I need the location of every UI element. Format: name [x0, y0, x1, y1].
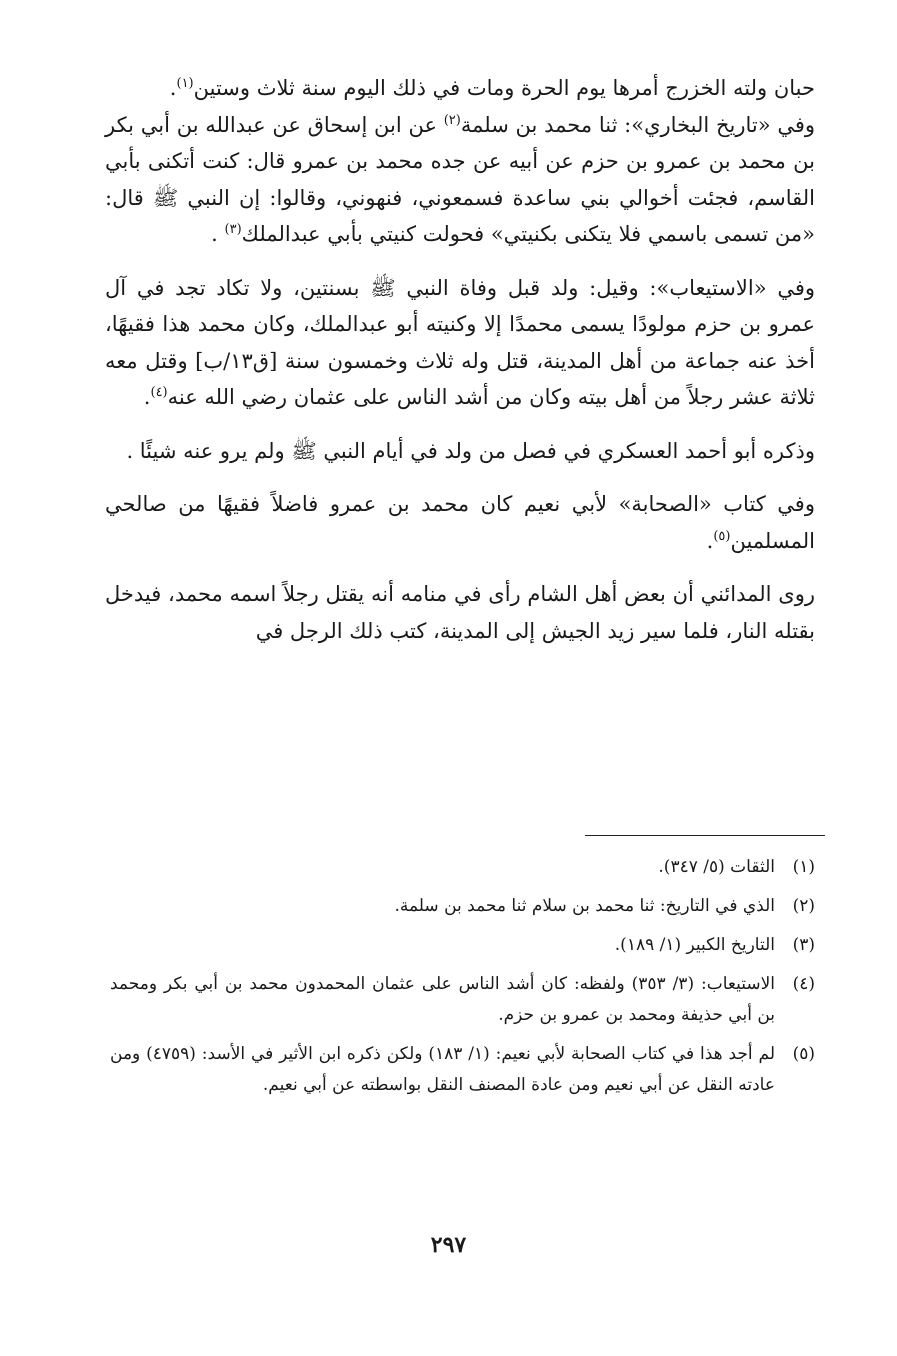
paragraph-2: [105, 270, 815, 416]
paragraph-text: .: [706, 528, 714, 553]
footnote-5: [110, 1039, 815, 1101]
footnote-ref-2: (٢): [443, 112, 461, 128]
footnote-ref-3: (٣): [224, 222, 242, 237]
footnote-number: (٢): [792, 896, 815, 916]
footnote-divider: [585, 835, 825, 836]
footnote-number: (٣): [792, 935, 815, 955]
paragraph-1: [105, 70, 815, 253]
footnote-1: [110, 852, 815, 883]
paragraph-5: [105, 576, 815, 649]
footnote-3: [110, 930, 815, 961]
footnote-ref-5: (٥): [713, 528, 731, 544]
footnote-number: (١): [792, 857, 815, 877]
paragraph-3: [105, 433, 815, 470]
footnote-ref-1: (١): [176, 76, 194, 91]
footnote-number: (٥): [792, 1044, 815, 1064]
footnote-text: التاريخ الكبير (١/ ١٨٩).: [614, 935, 775, 955]
footnote-4: [110, 969, 815, 1031]
footnote-ref-4: (٤): [150, 385, 168, 400]
paragraph-text: وفي كتاب «الصحابة» لأبي نعيم كان محمد بن عمرو فاضلاً فقيهًا من صالحي المسلمين: [105, 492, 815, 553]
paragraph-text: .: [143, 385, 151, 409]
footnote-number: (٤): [792, 974, 815, 994]
footnote-text: الاستيعاب: (٣/ ٣٥٣) ولفظه: كان أشد الناس على عثمان المحمدون محمد بن أبي بكر ومحمد بن أبي حذيفة ومحمد بن عمرو بن حزم.: [110, 974, 775, 1025]
paragraph-text: روى المدائني أن بعض أهل الشام رأى في منامه أنه يقتل رجلاً اسمه محمد، فيدخل بقتله النار، فلما سير زيد الجيش إلى المدينة، كتب ذلك الرجل في: [105, 582, 815, 643]
footnote-text: الذي في التاريخ: ثنا محمد بن سلام ثنا محمد بن سلمة.: [394, 896, 775, 916]
paragraph-text: حبان ولته الخزرج أمرها يوم الحرة ومات في ذلك اليوم سنة ثلاث وستين: [193, 76, 815, 100]
footnote-text: لم أجد هذا في كتاب الصحابة لأبي نعيم: (١/ ١٨٣) ولكن ذكره ابن الأثير في الأسد: (٤٧٥٩) ومن عادته النقل عن أبي نعيم ومن عادة المصنف النقل بواسطته عن أبي نعيم.: [110, 1044, 776, 1095]
page-number: ٢٩٧: [430, 1232, 467, 1258]
paragraph-text: وفي «الاستيعاب»: وقيل: ولد قبل وفاة النبي ﷺ بسنتين، ولا تكاد تجد في آل عمرو بن حزم مولودًا يسمى محمدًا إلا وكنيته أبو عبدالملك، وكان محمد هذا فقيهًا، أخذ عنه جماعة من أهل المدينة، قتل وله ثلاث وخمسون سنة [ق١٣/ب] وقتل معه ثلاثة عشر رجلاً من أهل بيته وكان من أشد الناس على عثمان رضي الله عنه: [105, 275, 815, 409]
paragraph-4: [105, 486, 815, 559]
paragraph-text: .: [169, 76, 177, 100]
footnote-text: الثقات (٥/ ٣٤٧).: [658, 857, 775, 877]
footnote-2: [110, 891, 815, 922]
main-text: [105, 70, 815, 666]
paragraph-text: وذكره أبو أحمد العسكري في فصل من ولد في أيام النبي ﷺ ولم يرو عنه شيئًا .: [126, 438, 815, 463]
paragraph-text: وفي «تاريخ البخاري»: ثنا محمد بن سلمة: [460, 112, 815, 137]
footnotes: [110, 852, 815, 1109]
paragraph-text: .: [211, 222, 225, 246]
paragraph-text: عن ابن إسحاق عن عبدالله بن أبي بكر بن محمد بن عمرو بن حزم عن أبيه عن جده محمد بن عمرو قال: كنت أتكنى بأبي القاسم، فجئت أخوالي بني ساعدة فسمعوني، فنهوني، وقالوا: إن النبي ﷺ قال: «من تسمى باسمي فلا يتكنى بكنيتي» فحولت كنيتي بأبي عبدالملك: [105, 112, 815, 246]
